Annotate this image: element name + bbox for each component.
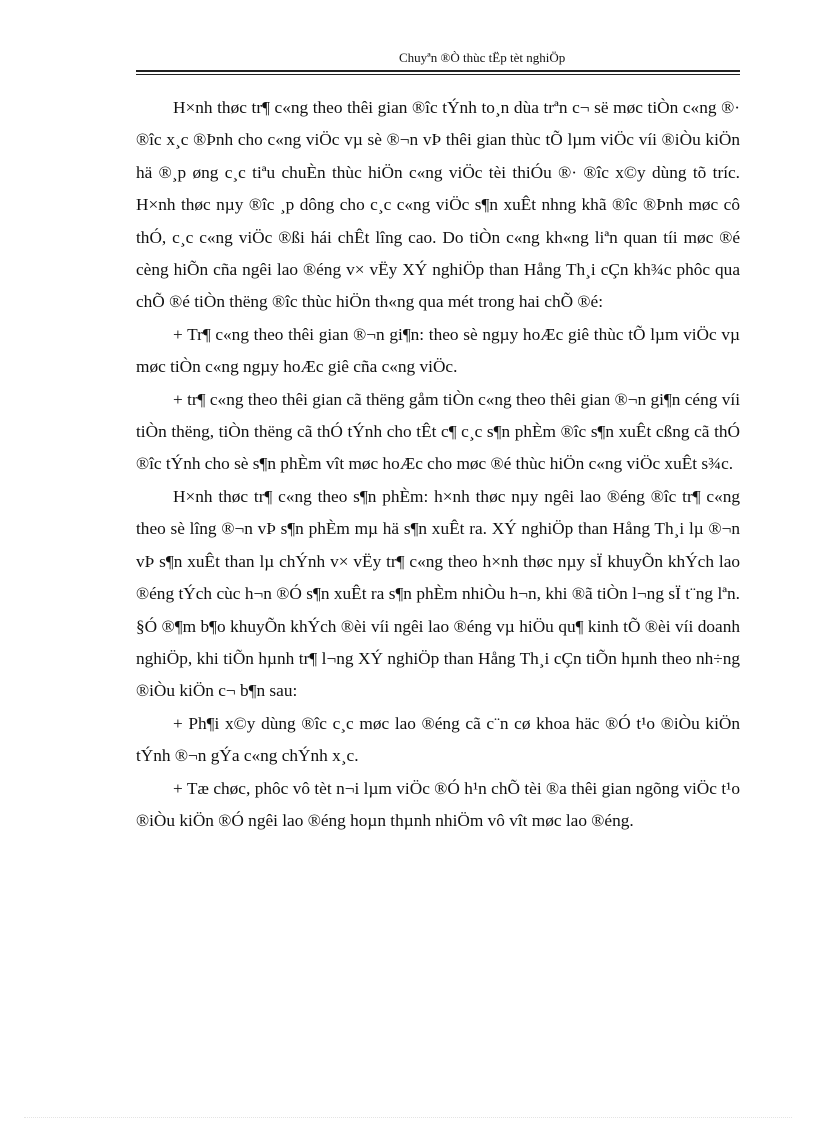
paragraph: + Tr¶ c«ng theo thêi gian ®¬n gi¶n: theo sè ngµy hoÆc giê thùc tÕ lµm viÖc vµ møc tiÒn c«ng ngµy hoÆc giê cña c«ng viÖc.: [136, 324, 740, 377]
paragraph: + Tæ chøc, phôc vô tèt n¬i lµm viÖc ®Ó h¹n chÕ tèi ®a thêi gian ngõng viÖc t¹o ®iÒu kiÖn ®Ó ngêi lao ®éng hoµn thµnh nhiÖm vô vît møc lao ®éng.: [136, 778, 740, 830]
paragraph: H×nh thøc tr¶ c«ng theo s¶n phÈm: h×nh thøc nµy ngêi lao ®éng ®îc tr¶ c«ng theo sè lîng ®¬n vÞ s¶n phÈm mµ hä s¶n xuÊt ra. XÝ nghiÖp than Hång Th¸i lµ ®¬n vÞ s¶n xuÊt than lµ chÝnh v× vËy tr¶ c«ng theo h×nh thøc nµy sÏ khuyÕn khÝch lao ®éng tÝch cùc h¬n ®Ó s¶n xuÊt ra s¶n phÈm nhiÒu h¬n, khi ®ã tiÒn l¬ng sÏ t¨ng lªn. §Ó ®¶m b¶o khuyÕn khÝch ®èi víi ngêi lao ®éng vµ hiÖu qu¶ kinh tÕ ®èi víi doanh nghiÖp, khi tiÕn hµnh tr¶ l¬ng XÝ nghiÖp than Hång Th¸i cÇn tiÕn hµnh theo nh÷ng ®iÒu kiÖn c¬ b¶n sau:: [136, 486, 740, 701]
header-rule-thin: [136, 74, 740, 75]
body-text: [136, 92, 740, 837]
paragraph: + Ph¶i x©y dùng ®îc c¸c møc lao ®éng cã c¨n cø khoa häc ®Ó t¹o ®iÒu kiÖn tÝnh ®¬n gÝa c«ng chÝnh x¸c.: [136, 713, 740, 766]
header-title: Chuyªn ®Ò thùc tËp tèt nghiÖp: [399, 50, 566, 65]
page-header: [136, 48, 740, 70]
header-rule-thick: [136, 70, 740, 72]
page-bottom-border: [24, 1117, 792, 1118]
paragraph: H×nh thøc tr¶ c«ng theo thêi gian ®îc tÝnh to¸n dùa trªn c¬ së møc tiÒn c«ng ®· ®îc x¸c ®Þnh cho c«ng viÖc vµ sè ®¬n vÞ thêi gian thùc tÕ lµm viÖc víi ®iÒu kiÖn hä ®¸p øng c¸c tiªu chuÈn thùc hiÖn c«ng viÖc tèi thiÓu ®· ®îc x©y dùng tõ tríc. H×nh thøc nµy ®îc ¸p dông cho c¸c c«ng viÖc s¶n xuÊt nhng khã ®îc ®Þnh møc cô thÓ, c¸c c«ng viÖc ®ßi hái chÊt lîng cao. Do tiÒn c«ng kh«ng liªn quan tíi møc ®é cèng hiÕn cña ngêi lao ®éng v× vËy XÝ nghiÖp than Hång Th¸i cÇn kh¾c phôc qua chÕ ®é tiÒn thëng ®îc thùc hiÖn th«ng qua mét trong hai chÕ ®é:: [136, 98, 740, 312]
paragraph: + tr¶ c«ng theo thêi gian cã thëng gåm tiÒn c«ng theo thêi gian ®¬n gi¶n céng víi tiÒn thëng, tiÒn thëng cã thÓ tÝnh cho tÊt c¶ c¸c s¶n phÈm ®îc s¶n xuÊt cßng cã thÓ ®îc tÝnh cho sè s¶n phÈm vît møc hoÆc cho møc ®é thùc hiÖn c«ng viÖc xuÊt s¾c.: [136, 389, 740, 474]
